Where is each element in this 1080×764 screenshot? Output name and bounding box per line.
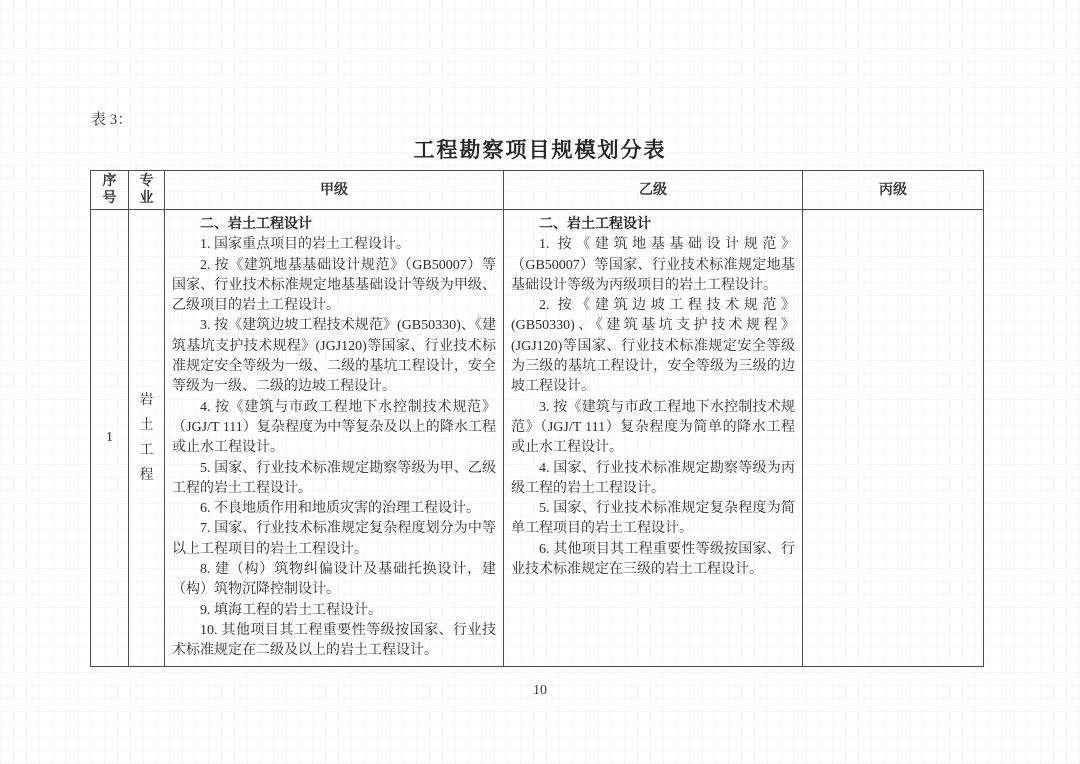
table-cell-paragraph: 1. 国家重点项目的岩土工程设计。 xyxy=(200,237,410,253)
page-title: 工程勘察项目规模划分表 xyxy=(413,138,667,162)
table-cell-paragraph: 1. 按《建筑地基基础设计规范》（GB50007）等国家、行业技术标准规定地基基础设计等级为丙级项目的岩土工程设计。 xyxy=(511,237,795,293)
page-number: 10 xyxy=(533,683,547,698)
table-cell-paragraph: 5. 国家、行业技术标准规定复杂程度为简单工程项目的岩土工程设计。 xyxy=(511,501,795,537)
table-cell-paragraph: 4. 国家、行业技术标准规定勘察等级为丙级工程的岩土工程设计。 xyxy=(511,460,795,496)
grade-a-item-list xyxy=(172,235,496,661)
grade-b-section-heading: 二、岩土工程设计 xyxy=(539,217,651,232)
column-header-grade-b: 乙级 xyxy=(504,171,803,210)
column-header-grade-c: 丙级 xyxy=(803,171,984,210)
table-row xyxy=(91,210,984,667)
specialty-vertical-label: 岩土工程 xyxy=(139,392,154,483)
column-header-specialty: 专业 xyxy=(129,171,165,210)
grade-a-section-heading: 二、岩土工程设计 xyxy=(200,217,312,232)
table-cell-paragraph: 6. 不良地质作用和地质灾害的治理工程设计。 xyxy=(200,501,480,517)
cell-grade-c xyxy=(803,210,984,667)
classification-table xyxy=(90,170,984,667)
table-cell-paragraph: 4. 按《建筑与市政工程地下水控制技术规范》（JGJ/T 111）复杂程度为中等复杂及以上的降水工程或止水工程设计。 xyxy=(172,399,496,456)
table-cell-paragraph: 9. 填海工程的岩土工程设计。 xyxy=(200,602,382,618)
cell-seq: 1 xyxy=(91,210,129,667)
cell-specialty xyxy=(129,210,165,667)
table-header-row xyxy=(91,171,984,210)
table-cell-paragraph: 6. 其他项目其工程重要性等级按国家、行业技术标准规定在三级的岩土工程设计。 xyxy=(511,541,795,578)
table-cell-paragraph: 5. 国家、行业技术标准规定勘察等级为甲、乙级工程的岩土工程设计。 xyxy=(172,460,496,496)
cell-grade-b xyxy=(504,210,803,667)
table-cell-paragraph: 8. 建（构）筑物纠偏设计及基础托换设计，建（构）筑物沉降控制设计。 xyxy=(172,562,496,598)
column-header-grade-a: 甲级 xyxy=(165,171,504,210)
grade-b-item-list xyxy=(511,235,795,580)
table-label: 表 3： xyxy=(91,112,133,128)
table-cell-paragraph: 2. 按《建筑地基基础设计规范》（GB50007）等国家、行业技术标准规定地基基础设计等级为甲级、乙级项目的岩土工程设计。 xyxy=(172,257,496,314)
table-cell-paragraph: 3. 按《建筑与市政工程地下水控制技术规范》（JGJ/T 111）复杂程度为简单的降水工程或止水工程设计。 xyxy=(511,399,795,456)
table-cell-paragraph: 3. 按《建筑边坡工程技术规范》(GB50330)、《建筑基坑支护技术规程》(JGJ120)等国家、行业技术标准规定安全等级为一级、二级的基坑工程设计，安全等级为一级、二级的边坡工程设计。 xyxy=(172,318,496,395)
column-header-seq: 序号 xyxy=(91,171,129,210)
table-cell-paragraph: 10. 其他项目其工程重要性等级按国家、行业技术标准规定在二级及以上的岩土工程设计。 xyxy=(172,622,496,659)
cell-grade-a xyxy=(165,210,504,667)
table-cell-paragraph: 2. 按《建筑边坡工程技术规范》(GB50330)、《建筑基坑支护技术规程》(JGJ120)等国家、行业技术标准规定安全等级为三级的基坑工程设计，安全等级为三级的边坡工程设计。 xyxy=(511,298,795,395)
table-cell-paragraph: 7. 国家、行业技术标准规定复杂程度划分为中等以上工程项目的岩土工程设计。 xyxy=(172,521,496,557)
